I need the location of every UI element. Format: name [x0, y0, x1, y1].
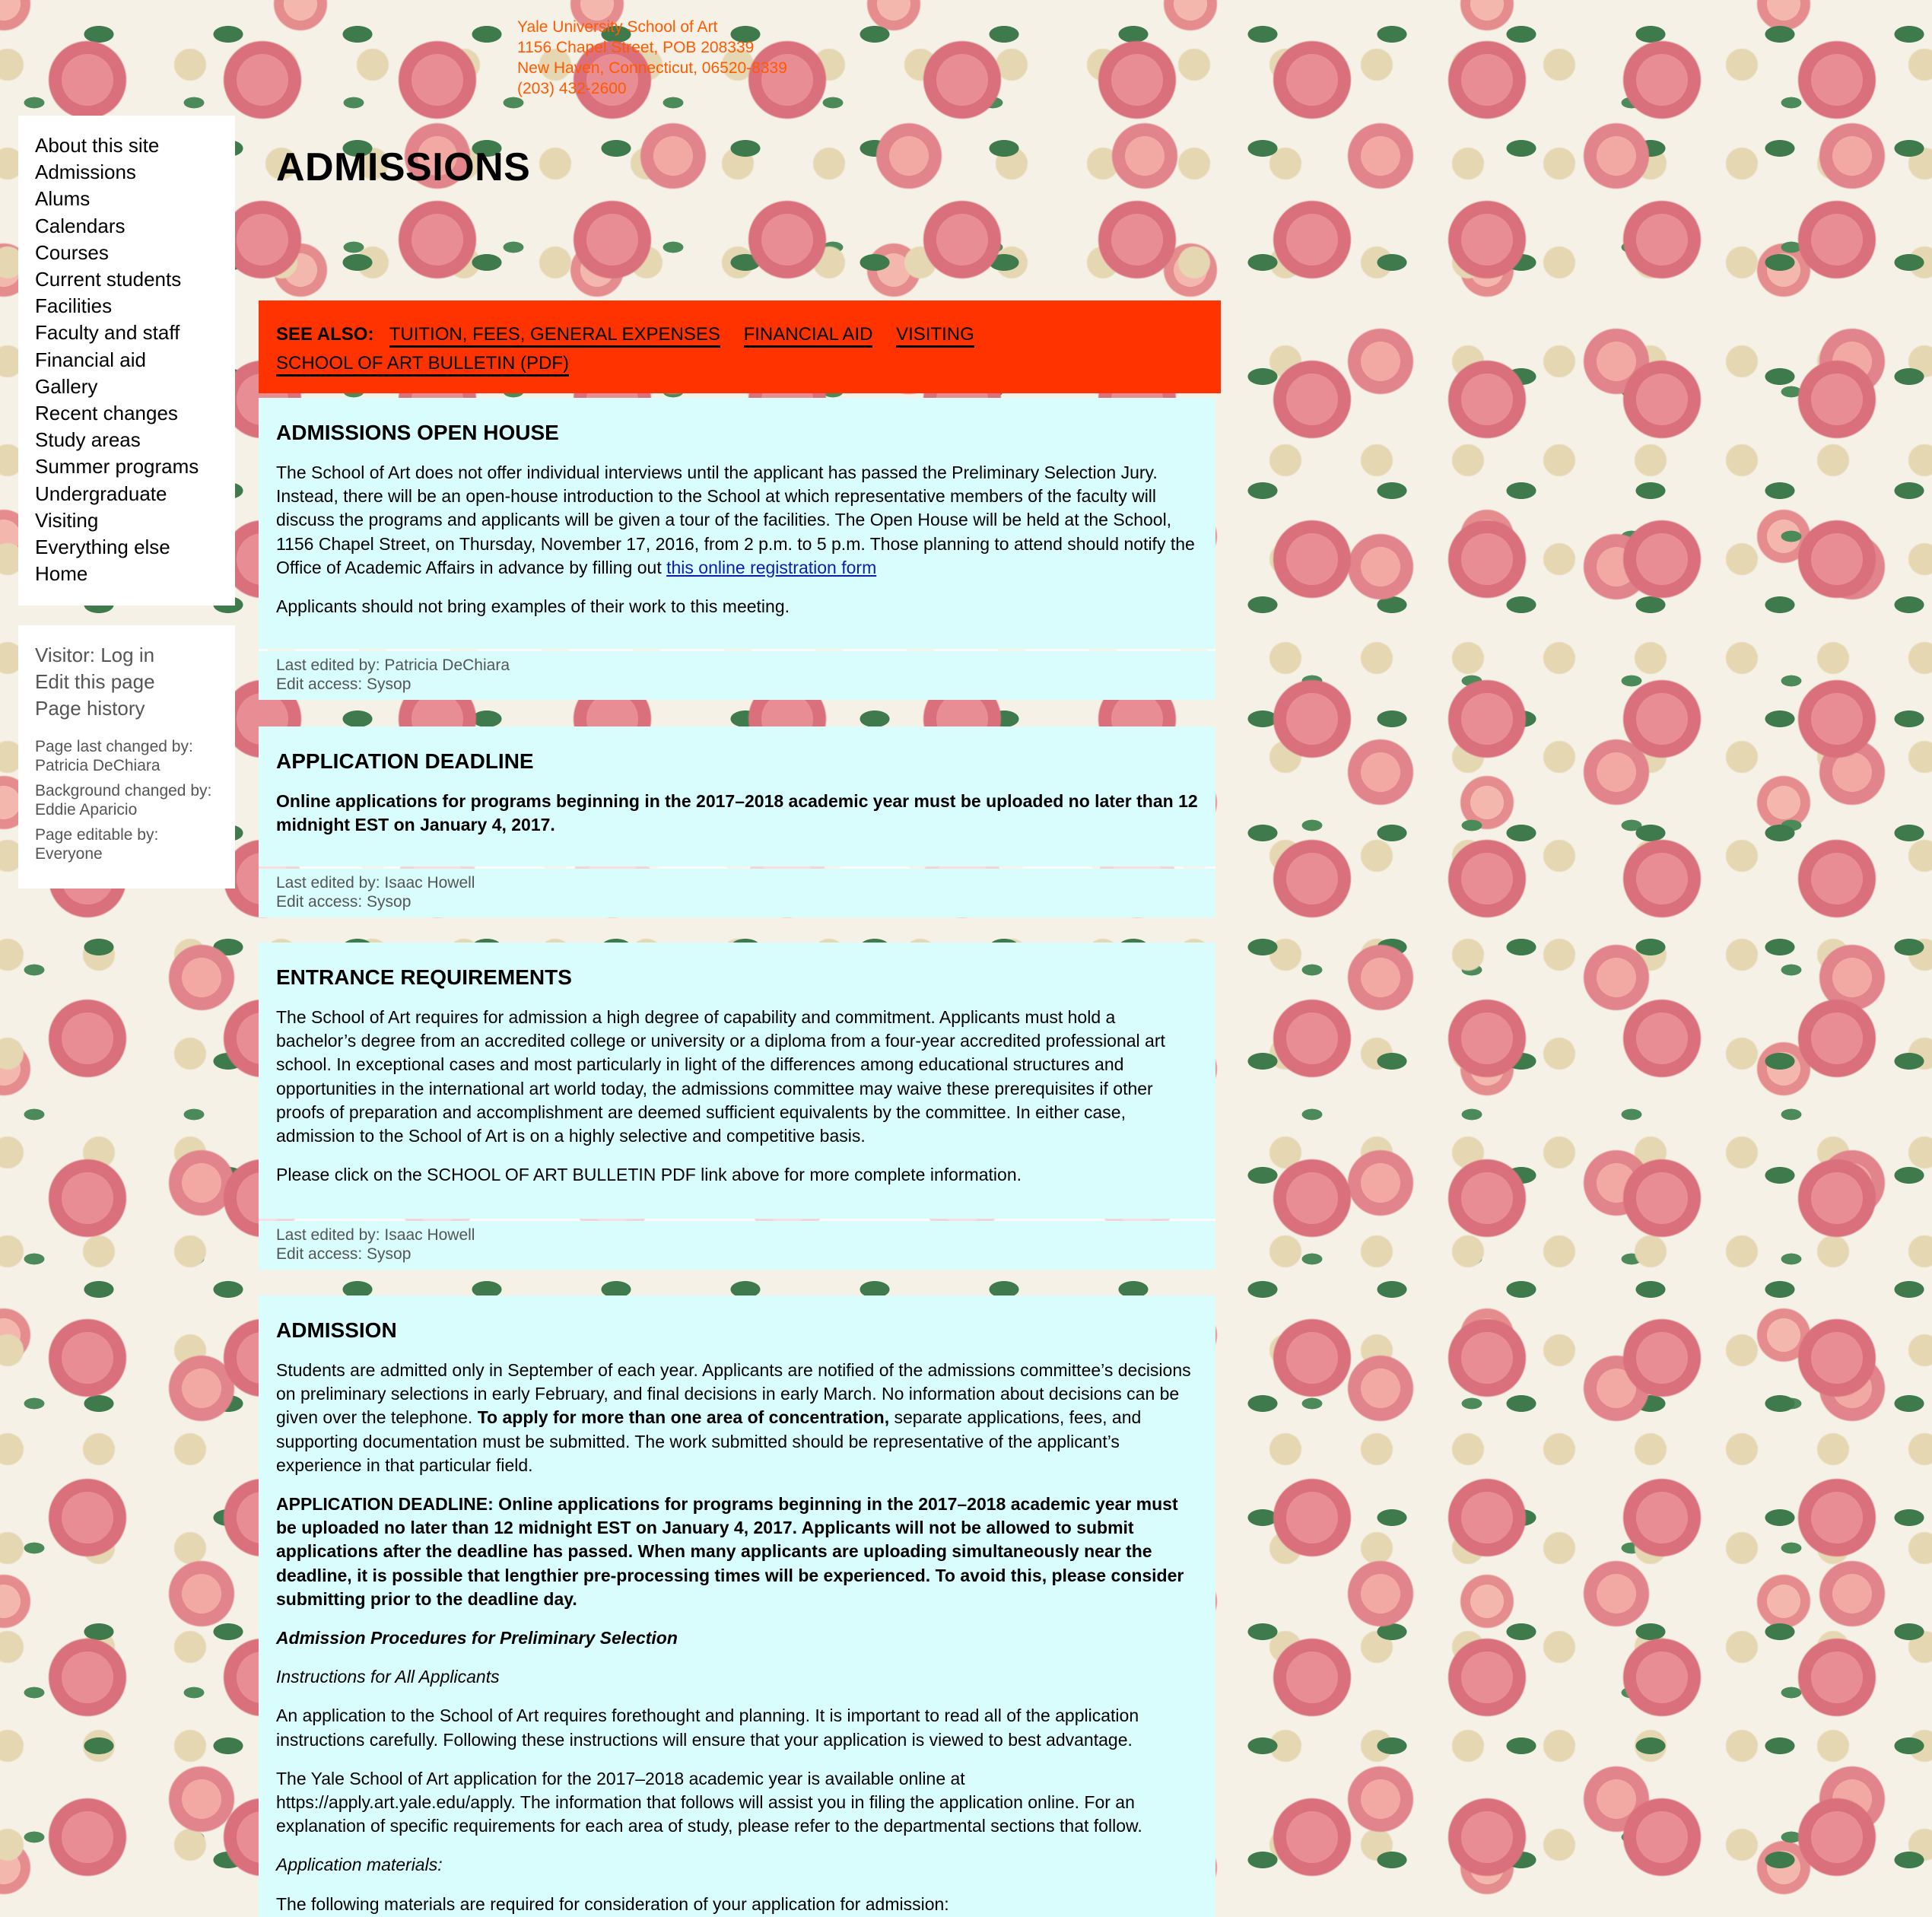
sidebar-item-gallery[interactable]: Gallery	[35, 374, 98, 398]
sidebar-item-home[interactable]: Home	[35, 562, 88, 586]
subheading: Admission Procedures for Preliminary Selection	[276, 1628, 678, 1648]
page-meta	[35, 737, 218, 863]
editable-by: Everyone	[35, 845, 103, 863]
address-line-2: 1156 Chapel Street, POB 208339	[517, 39, 755, 56]
registration-form-link[interactable]: this online registration form	[666, 557, 877, 577]
section-open-house	[259, 398, 1215, 649]
address-phone: (203) 432-2600	[517, 80, 627, 97]
edit-access: Edit access: Sysop	[276, 1245, 412, 1263]
page-changed-by: Patricia DeChiara	[35, 757, 160, 774]
sidebar-item-facilities[interactable]: Facilities	[35, 294, 113, 318]
section-paragraph: Online applications for programs beginning in the 2017–2018 academic year must be uploaded no later than 12 midnight EST on January 4, 2017.	[276, 791, 1198, 835]
address-line-1: Yale University School of Art	[517, 18, 718, 36]
see-also-label: SEE ALSO:	[276, 324, 374, 345]
editable-by-label: Page editable by:	[35, 826, 159, 844]
sidebar-item-courses[interactable]: Courses	[35, 240, 109, 264]
section-paragraph: Students are admitted only in September of each year. Applicants are notified of the admissions committee’s decisions on preliminary selections in early February, and final decisions in early March. No information about decisions can be given over the telephone. To apply for more than one area of concentration, separate applications, fees, and supporting documentation must be submitted. The work submitted should be representative of the applicant’s experience in that particular field.	[276, 1360, 1191, 1475]
section-paragraph: Please click on the SCHOOL OF ART BULLETIN PDF link above for more complete information.	[276, 1165, 1022, 1185]
section-admission	[259, 1295, 1215, 1917]
section-paragraph: The School of Art does not offer individual interviews until the applicant has passed the Preliminary Selection Jury. Instead, there will be an open-house introduction to the School at which representative members of the faculty will discuss the programs and applicants will be given a tour of the facilities. The Open House will be held at the School, 1156 Chapel Street, on Thursday, November 17, 2016, from 2 p.m. to 5 p.m. Those planning to attend should notify the Office of Academic Affairs in advance by filling out this online registration form	[276, 463, 1195, 577]
school-address	[517, 17, 787, 99]
section-title: ADMISSIONS OPEN HOUSE	[276, 421, 559, 444]
section-paragraph: An application to the School of Art requires forethought and planning. It is important to read all of the application instructions carefully. Following these instructions will ensure that your application is viewed to best advantage.	[276, 1706, 1139, 1750]
section-paragraph: The following materials are required for consideration of your application for admission:	[276, 1893, 949, 1914]
section-title: APPLICATION DEADLINE	[276, 749, 534, 773]
see-also-financial-aid-link[interactable]: FINANCIAL AID	[744, 324, 873, 348]
page-tools	[18, 625, 235, 889]
see-also-bar	[259, 300, 1221, 393]
sidebar-item-recent-changes[interactable]: Recent changes	[35, 402, 178, 425]
section-paragraph: The Yale School of Art application for the 2017–2018 academic year is available online at https://apply.art.yale.edu/apply. The information that follows will assist you in filing the application online. For an explanation of specific requirements for each area of study, please refer to the departmental sections that follow.	[276, 1768, 1142, 1836]
address-line-3: New Haven, Connecticut, 06520-8339	[517, 59, 787, 77]
deadline-paragraph: APPLICATION DEADLINE: Online applications for programs beginning in the 2017–2018 academic year must be uploaded no later than 12 midnight EST on January 4, 2017. Applicants will not be allowed to submit applications after the deadline has passed. When many applicants are uploading simultaneously near the deadline, it is possible that lengthier pre-processing times will be experienced. To avoid this, please consider submitting prior to the deadline day.	[276, 1494, 1184, 1609]
subheading: Instructions for All Applicants	[276, 1667, 500, 1687]
sidebar-item-everything-else[interactable]: Everything else	[35, 536, 170, 559]
sidebar-item-calendars[interactable]: Calendars	[35, 214, 126, 237]
subheading: Application materials:	[276, 1855, 443, 1875]
see-also-bulletin-link[interactable]: SCHOOL OF ART BULLETIN (PDF)	[276, 353, 569, 377]
section-entrance-requirements	[259, 943, 1215, 1219]
page-changed-label: Page last changed by:	[35, 738, 193, 755]
section-application-deadline	[259, 726, 1215, 866]
sidebar-item-admissions[interactable]: Admissions	[35, 161, 136, 184]
edit-info	[259, 651, 1215, 700]
background-changed-by: Eddie Aparicio	[35, 801, 138, 819]
section-paragraph: The School of Art requires for admission a high degree of capability and commitment. Applicants must hold a bachelor’s degree from an accredited college or university or a diploma from a four-year accredited professional art school. In exceptional cases and most particularly in light of the differences among educational structures and opportunities in the international art world today, the admissions committee may waive these prerequisites if other proofs of preparation and accomplishment are deemed sufficient equivalents by the committee. In either case, admission to the School of Art is on a highly selective and competitive basis.	[276, 1007, 1165, 1146]
sidebar-item-study-areas[interactable]: Study areas	[35, 428, 141, 452]
sidebar-item-visiting[interactable]: Visiting	[35, 508, 99, 532]
sidebar-item-current-students[interactable]: Current students	[35, 268, 182, 291]
edit-page-link[interactable]: Edit this page	[35, 670, 155, 693]
edit-info	[259, 869, 1215, 917]
edit-info	[259, 1221, 1215, 1270]
sidebar-item-financial-aid[interactable]: Financial aid	[35, 348, 146, 371]
section-title: ADMISSION	[276, 1318, 397, 1342]
background-changed-label: Background changed by:	[35, 782, 212, 800]
page-history-link[interactable]: Page history	[35, 697, 145, 720]
section-title: ENTRANCE REQUIREMENTS	[276, 965, 572, 989]
page-title: ADMISSIONS	[276, 145, 531, 189]
sidebar-item-faculty-staff[interactable]: Faculty and staff	[35, 321, 180, 345]
sidebar-item-about[interactable]: About this site	[35, 134, 160, 157]
sidebar-item-alums[interactable]: Alums	[35, 187, 91, 211]
sidebar-nav	[18, 116, 235, 606]
last-edited-by: Last edited by: Isaac Howell	[276, 874, 475, 892]
sidebar-item-summer-programs[interactable]: Summer programs	[35, 455, 199, 478]
sidebar-item-undergraduate[interactable]: Undergraduate	[35, 482, 167, 505]
see-also-visiting-link[interactable]: VISITING	[896, 324, 974, 348]
see-also-tuition-link[interactable]: TUITION, FEES, GENERAL EXPENSES	[389, 324, 720, 348]
last-edited-by: Last edited by: Isaac Howell	[276, 1226, 475, 1244]
edit-access: Edit access: Sysop	[276, 893, 412, 911]
edit-access: Edit access: Sysop	[276, 676, 412, 693]
login-link[interactable]: Visitor: Log in	[35, 644, 155, 666]
section-paragraph: Applicants should not bring examples of their work to this meeting.	[276, 596, 790, 617]
last-edited-by: Last edited by: Patricia DeChiara	[276, 656, 510, 674]
